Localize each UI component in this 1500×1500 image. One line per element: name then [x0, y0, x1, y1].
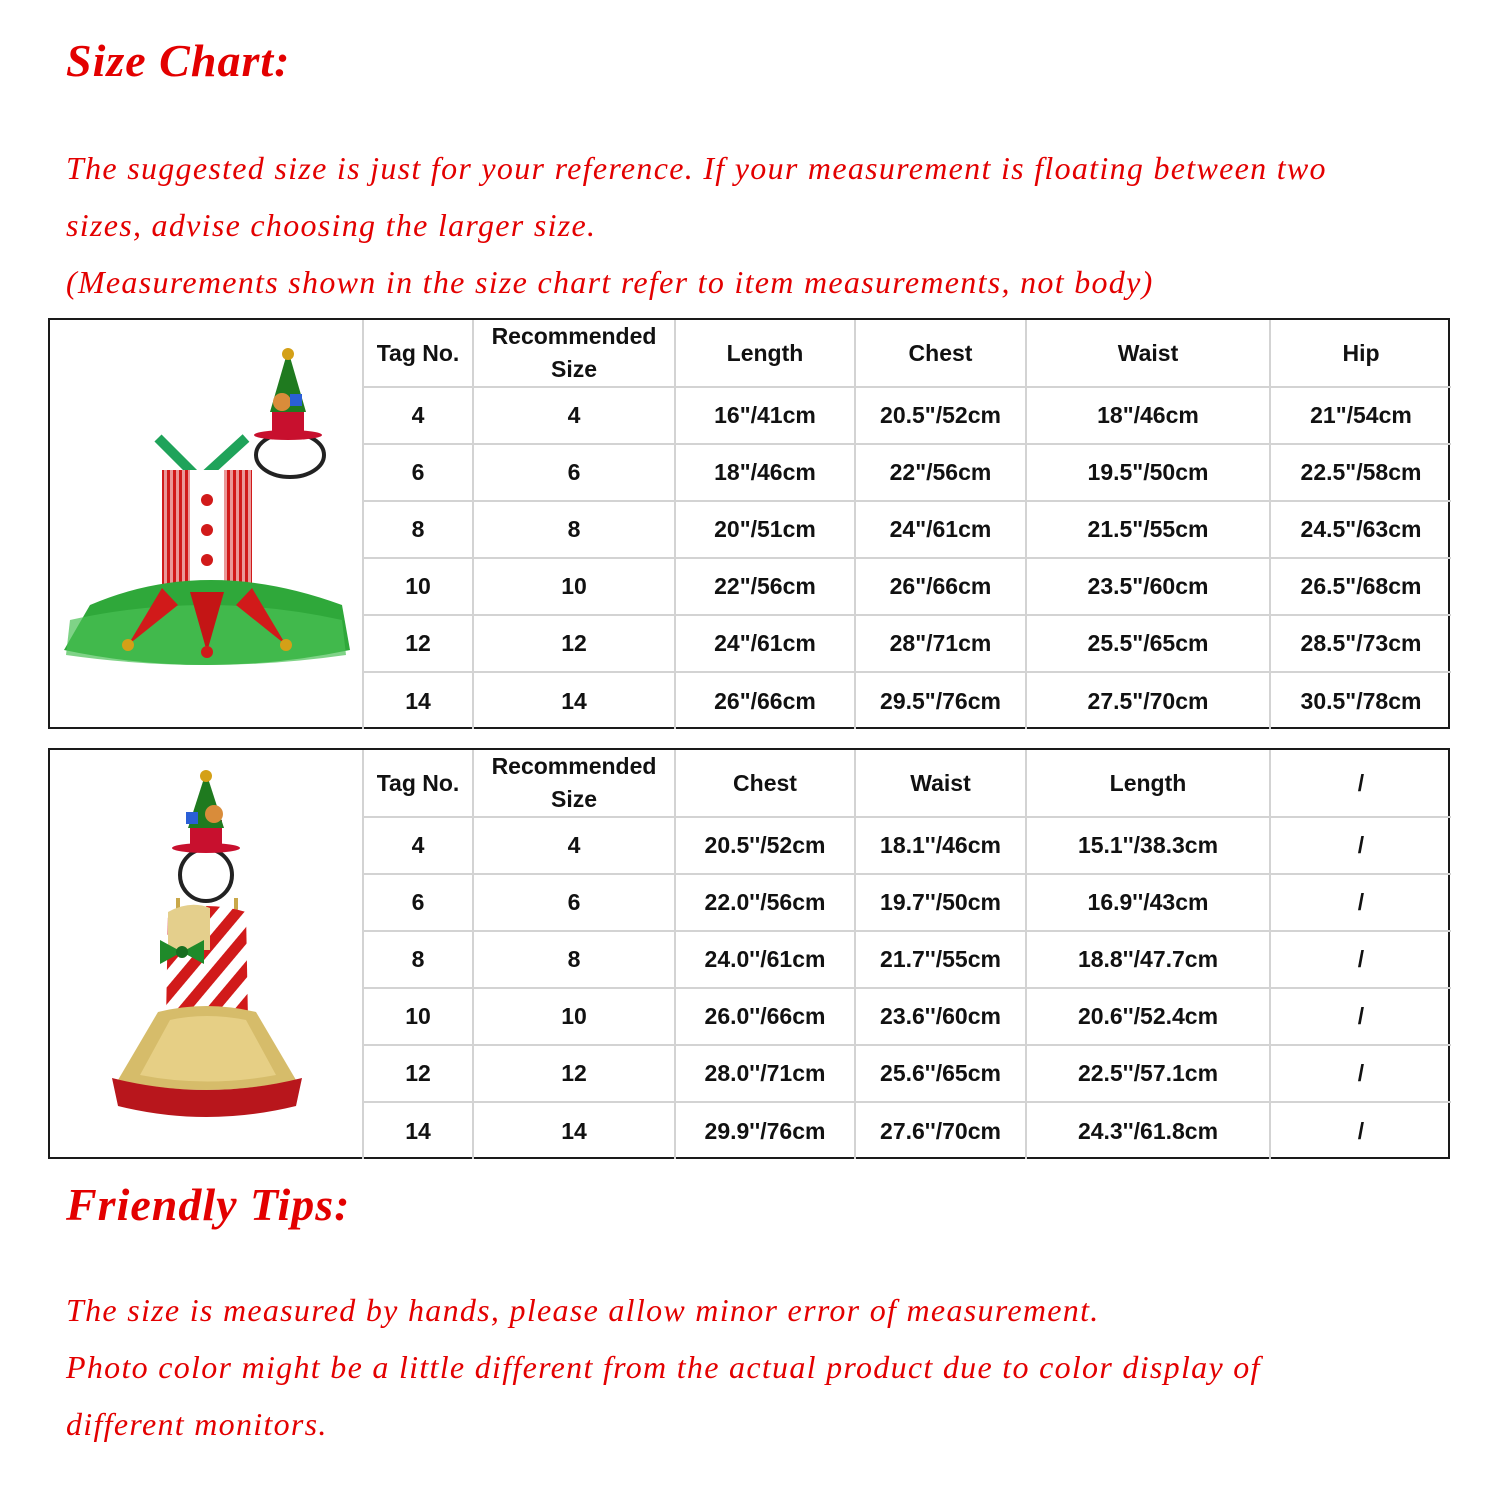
table-cell: 14: [363, 1102, 473, 1159]
column-header: Tag No.: [363, 750, 473, 817]
column-header: Chest: [675, 750, 855, 817]
table-cell: 4: [473, 817, 675, 874]
table-row: [363, 1045, 1451, 1102]
table-cell: 27.5"/70cm: [1026, 672, 1270, 729]
table-cell: 22"/56cm: [855, 444, 1026, 501]
table-cell: /: [1270, 1045, 1451, 1102]
table-cell: 29.9''/76cm: [675, 1102, 855, 1159]
table-cell: /: [1270, 817, 1451, 874]
column-header: Waist: [1026, 320, 1270, 387]
table-cell: 28.0''/71cm: [675, 1045, 855, 1102]
table-cell: 29.5"/76cm: [855, 672, 1026, 729]
table-cell: 12: [363, 615, 473, 672]
table-cell: 8: [363, 501, 473, 558]
table-cell: 8: [363, 931, 473, 988]
table-cell: 20.5"/52cm: [855, 387, 1026, 444]
table-cell: 20.6''/52.4cm: [1026, 988, 1270, 1045]
table-cell: 24"/61cm: [855, 501, 1026, 558]
table-cell: 10: [363, 988, 473, 1045]
table-row: [363, 931, 1451, 988]
table-cell: 24.5"/63cm: [1270, 501, 1451, 558]
table-cell: /: [1270, 1102, 1451, 1159]
table-row: [363, 672, 1451, 729]
table-cell: 16.9''/43cm: [1026, 874, 1270, 931]
table-cell: 12: [473, 1045, 675, 1102]
table-cell: 6: [473, 444, 675, 501]
table-cell: 28"/71cm: [855, 615, 1026, 672]
table-cell: 18"/46cm: [675, 444, 855, 501]
table-cell: 22.0''/56cm: [675, 874, 855, 931]
table-cell: 8: [473, 501, 675, 558]
elf-tutu-dress-icon: [50, 320, 362, 727]
table-cell: 19.5"/50cm: [1026, 444, 1270, 501]
table-row: [363, 444, 1451, 501]
column-header: Recommended Size: [473, 750, 675, 817]
table-cell: 20.5''/52cm: [675, 817, 855, 874]
table-cell: /: [1270, 874, 1451, 931]
table-header-row: [363, 750, 1451, 817]
table-cell: 18.8''/47.7cm: [1026, 931, 1270, 988]
column-header: /: [1270, 750, 1451, 817]
size-table-2-grid: [362, 750, 1451, 1159]
size-chart-heading: Size Chart:: [66, 35, 291, 86]
table-cell: 30.5"/78cm: [1270, 672, 1451, 729]
table-cell: 25.5"/65cm: [1026, 615, 1270, 672]
table-cell: 14: [473, 1102, 675, 1159]
table-cell: 4: [363, 387, 473, 444]
column-header: Length: [675, 320, 855, 387]
table-cell: 24.0''/61cm: [675, 931, 855, 988]
table-header-row: [363, 320, 1451, 387]
table-cell: 14: [363, 672, 473, 729]
product-image-candy-cane-dress: [50, 750, 362, 1157]
table-cell: 12: [363, 1045, 473, 1102]
table-cell: 15.1''/38.3cm: [1026, 817, 1270, 874]
table-cell: 19.7''/50cm: [855, 874, 1026, 931]
column-header: Chest: [855, 320, 1026, 387]
column-header: Hip: [1270, 320, 1451, 387]
column-header: Recommended Size: [473, 320, 675, 387]
column-header: Tag No.: [363, 320, 473, 387]
table-cell: 24"/61cm: [675, 615, 855, 672]
table-cell: 25.6''/65cm: [855, 1045, 1026, 1102]
table-cell: 14: [473, 672, 675, 729]
table-cell: 6: [363, 874, 473, 931]
table-row: [363, 874, 1451, 931]
size-table-1-grid: [362, 320, 1451, 729]
table-cell: 22.5"/58cm: [1270, 444, 1451, 501]
table-cell: 6: [473, 874, 675, 931]
table-cell: 20"/51cm: [675, 501, 855, 558]
table-cell: 12: [473, 615, 675, 672]
table-row: [363, 817, 1451, 874]
table-cell: 4: [363, 817, 473, 874]
table-cell: 10: [473, 558, 675, 615]
table-cell: 21.5"/55cm: [1026, 501, 1270, 558]
column-header: Length: [1026, 750, 1270, 817]
table-cell: 18.1''/46cm: [855, 817, 1026, 874]
table-cell: 28.5"/73cm: [1270, 615, 1451, 672]
table-row: [363, 558, 1451, 615]
table-cell: /: [1270, 931, 1451, 988]
table-cell: 10: [363, 558, 473, 615]
table-cell: 21"/54cm: [1270, 387, 1451, 444]
friendly-tips-heading: Friendly Tips:: [66, 1179, 351, 1230]
table-cell: 26"/66cm: [855, 558, 1026, 615]
intro-line-2: sizes, advise choosing the larger size.: [66, 207, 597, 243]
table-cell: 26.5"/68cm: [1270, 558, 1451, 615]
table-cell: 27.6''/70cm: [855, 1102, 1026, 1159]
table-cell: 26"/66cm: [675, 672, 855, 729]
table-cell: 10: [473, 988, 675, 1045]
tips-line-1: The size is measured by hands, please allow minor error of measurement.: [66, 1292, 1100, 1328]
tips-line-2: Photo color might be a little different from the actual product due to color display of: [66, 1349, 1261, 1385]
table-cell: 4: [473, 387, 675, 444]
table-row: [363, 988, 1451, 1045]
candy-cane-tutu-dress-icon: [50, 750, 362, 1157]
column-header: Waist: [855, 750, 1026, 817]
table-row: [363, 1102, 1451, 1159]
table-cell: 8: [473, 931, 675, 988]
table-cell: 24.3''/61.8cm: [1026, 1102, 1270, 1159]
product-image-elf-dress: [50, 320, 362, 727]
table-row: [363, 387, 1451, 444]
size-table-2: [48, 748, 1450, 1159]
table-cell: 23.5"/60cm: [1026, 558, 1270, 615]
table-cell: 22.5''/57.1cm: [1026, 1045, 1270, 1102]
table-cell: 18"/46cm: [1026, 387, 1270, 444]
table-cell: /: [1270, 988, 1451, 1045]
table-cell: 21.7''/55cm: [855, 931, 1026, 988]
tips-line-3: different monitors.: [66, 1406, 328, 1442]
table-cell: 26.0''/66cm: [675, 988, 855, 1045]
table-cell: 16"/41cm: [675, 387, 855, 444]
size-table-1: [48, 318, 1450, 729]
table-row: [363, 615, 1451, 672]
table-cell: 6: [363, 444, 473, 501]
intro-line-1: The suggested size is just for your reference. If your measurement is floating between two: [66, 150, 1327, 186]
table-row: [363, 501, 1451, 558]
table-cell: 23.6''/60cm: [855, 988, 1026, 1045]
intro-line-3: (Measurements shown in the size chart refer to item measurements, not body): [66, 264, 1154, 300]
table-cell: 22"/56cm: [675, 558, 855, 615]
